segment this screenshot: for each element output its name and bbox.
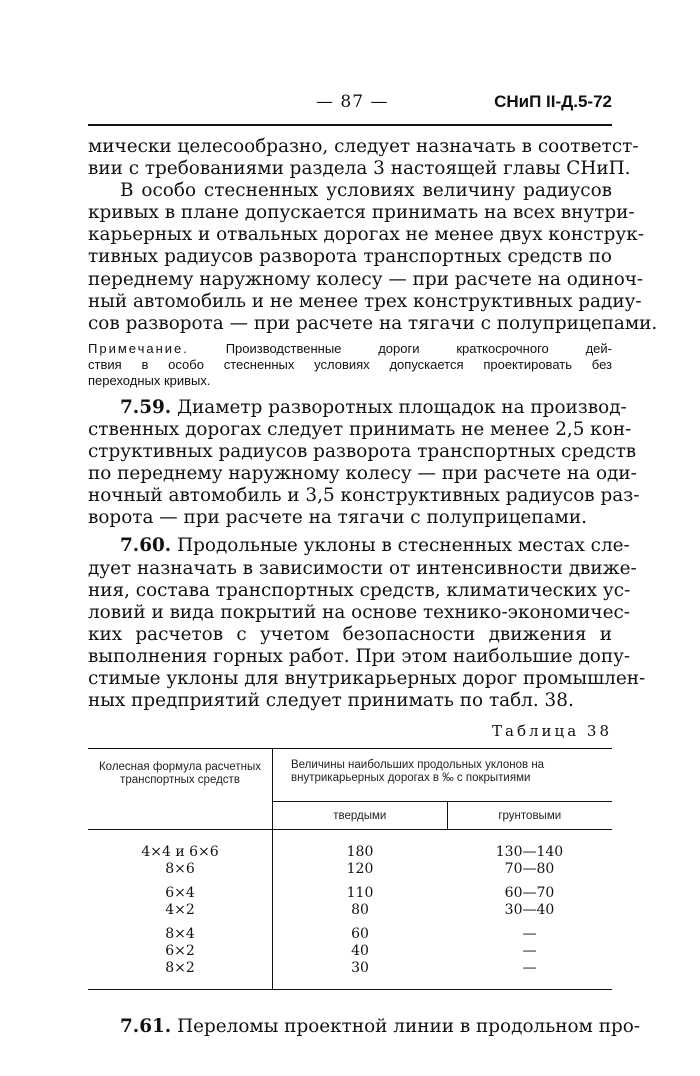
page-header [88,92,612,116]
table-row: 4×2 80 30—40 [88,902,612,919]
paragraph-narrow-conditions: В особо стесненных условиях величину радиусов кривых в плане допускается принимать на всех внутри- карьерных и отвальных дорогах не менее двух конструк- тивных радиусов разворота транспортных средств по переднему наружному колесу — при расчете на одиноч- ный автомобиль и не менее трех конструктивных радиу- сов разворота — при расчете на тягачи с полуприцепами. [88,180,658,334]
table-row: 4×4 и 6×6 180 130—140 [88,830,612,862]
column-header-soil: грунтовыми [447,802,612,830]
note-title: Примечание. [88,340,189,356]
table-caption: Таблица 38 [492,722,612,741]
column-header-formula: Колесная формула расчетных транспортных средств [88,749,273,830]
page-number: — 87 — [316,92,389,112]
clause-number: 7.59. [120,396,172,418]
clause-number: 7.60. [120,535,172,557]
clause-7-60: 7.60. Продольные уклоны в стесненных местах сле- дует назначать в зависимости от интенсивности движе- ния, состава транспортных средств, климатических ус- ловий и вида покрытий на основе технико-экономичес- ких расчетов с учетом безопасности движения и выполнения горных работ. При этом наибольшие допу- стимые уклоны для внутрикарьерных дорог промышлен- ных предприятий следует принимать по табл. 38. [88,535,646,712]
clause-number: 7.61. [120,1016,172,1038]
table-row: 6×2 40 — [88,943,612,960]
header-rule [88,124,612,126]
document-page [88,92,658,1038]
note: Примечание. Производственные дороги краткосрочного дей- ствия в особо стесненных условиях допускается проектировать без переходных кривых. [88,340,612,388]
document-code: СНиП II-Д.5-72 [494,92,612,111]
table-row: 8×6 120 70—80 [88,861,612,878]
table-row: 8×2 30 — [88,960,612,990]
column-group-header: Величины наибольших продольных уклонов на внутрикарьерных дорогах в ‰ с покрытиями [273,749,613,802]
clause-7-59: 7.59. Диаметр разворотных площадок на производ- ственных дорогах следует принимать не менее 2,5 кон- структивных радиусов разворота транспортных средств по переднему наружному колесу — при расчете на оди- ночный автомобиль и 3,5 конструктивных радиусов раз- ворота — при расчете на тягачи с полуприцепами. [88,396,640,529]
clause-7-61: 7.61. Переломы проектной линии в продольном про- [120,1016,641,1038]
paragraph-continuation: мически целесообразно, следует назначать в соответст- вии с требованиями раздела 3 настоящей главы СНиП. [88,136,639,180]
gradient-table [88,748,612,990]
column-header-hard: твердыми [273,802,448,830]
table-row: 6×4 110 60—70 [88,878,612,902]
table-row: 8×4 60 — [88,919,612,943]
